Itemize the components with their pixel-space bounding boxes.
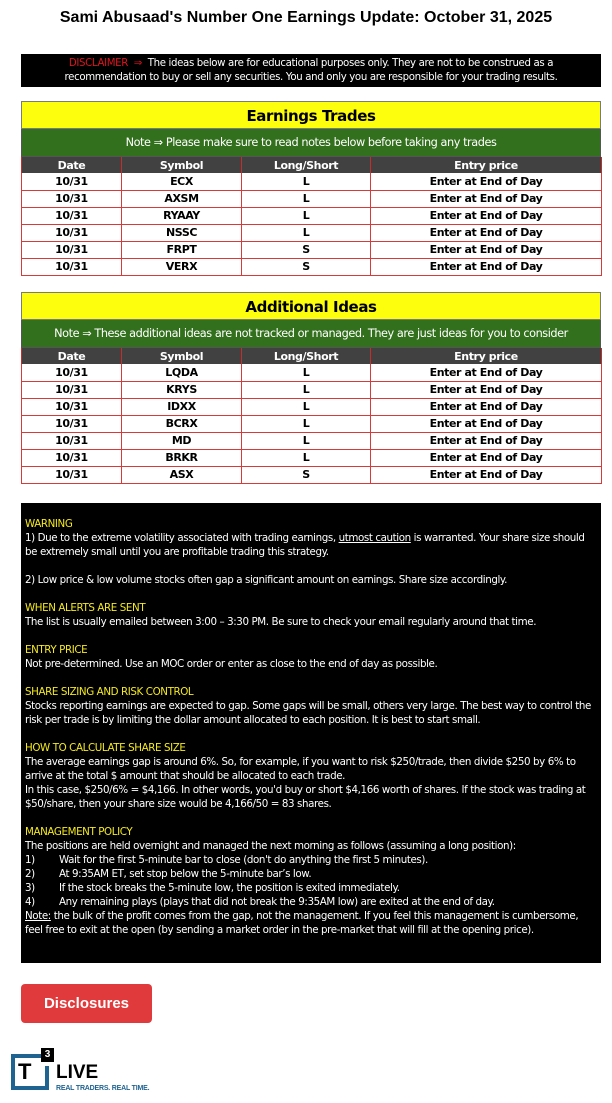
col-symbol: Symbol [122, 157, 242, 173]
table-row [22, 190, 602, 207]
col-symbol: Symbol [122, 348, 242, 364]
cell-entry: Enter at End of Day [371, 224, 602, 241]
step-text: Wait for the first 5-minute bar to close (don't do anything the first 5 minutes). [59, 854, 428, 866]
warning-text: 1) Due to the extreme volatility associated with trading earnings, [25, 532, 339, 544]
col-date: Date [22, 157, 122, 173]
management-step [25, 853, 598, 867]
logo-frame-right [45, 1066, 49, 1090]
cell-direction: S [242, 258, 371, 275]
cell-date: 10/31 [22, 364, 122, 381]
cell-symbol: ECX [122, 173, 242, 190]
cell-entry: Enter at End of Day [371, 381, 602, 398]
management-step [25, 881, 598, 895]
step-text: Any remaining plays (plays that did not break the 9:35AM low) are exited at the end of day. [59, 896, 495, 908]
cell-date: 10/31 [22, 466, 122, 483]
table-row [22, 173, 602, 190]
warning-heading: WARNING [25, 518, 73, 530]
cell-direction: L [242, 190, 371, 207]
table-row [22, 364, 602, 381]
cell-direction: L [242, 224, 371, 241]
cell-entry: Enter at End of Day [371, 398, 602, 415]
cell-symbol: BRKR [122, 449, 242, 466]
table-row [22, 466, 602, 483]
table-row [22, 207, 602, 224]
logo-superscript: 3 [41, 1048, 54, 1062]
cell-symbol: AXSM [122, 190, 242, 207]
cell-entry: Enter at End of Day [371, 207, 602, 224]
cell-date: 10/31 [22, 258, 122, 275]
col-date: Date [22, 348, 122, 364]
earnings-trades-title: Earnings Trades [21, 101, 601, 129]
disclaimer-banner [21, 54, 601, 87]
step-number: 2) [25, 868, 35, 880]
cell-entry: Enter at End of Day [371, 415, 602, 432]
cell-entry: Enter at End of Day [371, 173, 602, 190]
cell-entry: Enter at End of Day [371, 466, 602, 483]
cell-direction: L [242, 398, 371, 415]
table-row [22, 432, 602, 449]
cell-date: 10/31 [22, 381, 122, 398]
cell-symbol: NSSC [122, 224, 242, 241]
logo-name: LIVE [56, 1062, 99, 1083]
arrow-icon: ⇒ [133, 58, 142, 69]
warning-text: is warranted. Your share size should be extremely small until you are profitable trading this strategy. [25, 532, 585, 558]
calc-text-2: In this case, $250/6% = $4,166. In other words, you'd buy or short $4,166 worth of shares. If the stock was trading at $50/share, then your share size would be 4,166/50 = 83 shares. [25, 784, 586, 810]
logo-tagline: REAL TRADERS. REAL TIME. [56, 1085, 150, 1092]
cell-symbol: RYAAY [122, 207, 242, 224]
cell-symbol: BCRX [122, 415, 242, 432]
step-number: 1) [25, 854, 35, 866]
cell-entry: Enter at End of Day [371, 258, 602, 275]
table-row [22, 258, 602, 275]
management-heading: MANAGEMENT POLICY [25, 826, 133, 838]
table-row [22, 381, 602, 398]
additional-ideas-table [21, 348, 602, 484]
cell-date: 10/31 [22, 241, 122, 258]
table-row [22, 415, 602, 432]
additional-ideas-section [21, 292, 601, 484]
cell-symbol: MD [122, 432, 242, 449]
col-entry-price: Entry price [371, 157, 602, 173]
management-note [25, 909, 598, 937]
table-row [22, 398, 602, 415]
page-title: Sami Abusaad's Number One Earnings Update: October 31, 2025 [59, 9, 553, 26]
cell-entry: Enter at End of Day [371, 241, 602, 258]
cell-direction: L [242, 381, 371, 398]
cell-entry: Enter at End of Day [371, 432, 602, 449]
cell-symbol: VERX [122, 258, 242, 275]
entry-text: Not pre-determined. Use an MOC order or enter as close to the end of day as possible. [25, 658, 438, 670]
disclaimer-line-2: recommendation to buy or sell any securities. You and only you are responsible for your trading results. [64, 72, 558, 83]
trading-notes-panel [21, 503, 601, 963]
step-text: If the stock breaks the 5-minute low, the position is exited immediately. [59, 882, 400, 894]
cell-date: 10/31 [22, 398, 122, 415]
step-text: At 9:35AM ET, set stop below the 5-minute bar’s low. [59, 868, 312, 880]
note-text: the bulk of the profit comes from the gap, not the management. If you feel this management is cumbersome, feel free to exit at the open (by sending a market order in the pre-market that will fill at the opening price). [25, 910, 579, 936]
cell-entry: Enter at End of Day [371, 190, 602, 207]
entry-heading: ENTRY PRICE [25, 644, 88, 656]
earnings-trades-section [21, 101, 601, 276]
note-label: Note: [25, 910, 51, 922]
cell-date: 10/31 [22, 224, 122, 241]
step-number: 4) [25, 896, 35, 908]
alerts-text: The list is usually emailed between 3:00 – 3:30 PM. Be sure to check your email regularly around that time. [25, 616, 537, 628]
table-row [22, 224, 602, 241]
cell-symbol: KRYS [122, 381, 242, 398]
col-long-short: Long/Short [242, 348, 371, 364]
step-number: 3) [25, 882, 35, 894]
t3-live-logo[interactable] [11, 1048, 161, 1098]
warning-point-1 [25, 531, 598, 559]
cell-symbol: ASX [122, 466, 242, 483]
management-step [25, 867, 598, 881]
earnings-trades-table [21, 157, 602, 276]
warning-point-2: 2) Low price & low volume stocks often gap a significant amount on earnings. Share size accordingly. [25, 574, 508, 586]
table-header-row [22, 157, 602, 173]
disclaimer-line-1: The ideas below are for educational purposes only. They are not to be construed as a [147, 58, 554, 69]
additional-ideas-note: Note ⇒ These additional ideas are not tracked or managed. They are just ideas for you to consider [21, 320, 601, 348]
cell-symbol: LQDA [122, 364, 242, 381]
cell-entry: Enter at End of Day [371, 449, 602, 466]
cell-date: 10/31 [22, 415, 122, 432]
table-row [22, 241, 602, 258]
cell-direction: L [242, 432, 371, 449]
cell-date: 10/31 [22, 432, 122, 449]
cell-date: 10/31 [22, 190, 122, 207]
logo-letter: T [18, 1059, 32, 1084]
disclaimer-label: DISCLAIMER [68, 58, 128, 69]
table-row [22, 449, 602, 466]
cell-date: 10/31 [22, 207, 122, 224]
sizing-text: Stocks reporting earnings are expected to gap. Some gaps will be small, others very large. The best way to control the risk per trade is by limiting the dollar amount allocated to each position. It is best to start small. [25, 700, 591, 726]
warning-emphasis: utmost caution [338, 532, 411, 544]
cell-symbol: IDXX [122, 398, 242, 415]
management-intro: The positions are held overnight and managed the next morning as follows (assuming a long position): [25, 840, 516, 852]
table-header-row [22, 348, 602, 364]
cell-symbol: FRPT [122, 241, 242, 258]
cell-date: 10/31 [22, 173, 122, 190]
cell-direction: S [242, 241, 371, 258]
calc-text-1: The average earnings gap is around 6%. So, for example, if you want to risk $250/trade, then divide $250 by 6% to arrive at the total $ amount that should be allocated to each trade. [25, 756, 576, 782]
sizing-heading: SHARE SIZING AND RISK CONTROL [25, 686, 194, 698]
cell-direction: L [242, 173, 371, 190]
cell-direction: L [242, 415, 371, 432]
col-long-short: Long/Short [242, 157, 371, 173]
calc-heading: HOW TO CALCULATE SHARE SIZE [25, 742, 186, 754]
earnings-trades-note: Note ⇒ Please make sure to read notes below before taking any trades [21, 129, 601, 157]
col-entry-price: Entry price [371, 348, 602, 364]
cell-direction: L [242, 207, 371, 224]
alerts-heading: WHEN ALERTS ARE SENT [25, 602, 146, 614]
additional-ideas-title: Additional Ideas [21, 292, 601, 320]
cell-date: 10/31 [22, 449, 122, 466]
disclosures-button[interactable]: Disclosures [21, 984, 152, 1023]
cell-direction: S [242, 466, 371, 483]
cell-direction: L [242, 449, 371, 466]
cell-entry: Enter at End of Day [371, 364, 602, 381]
cell-direction: L [242, 364, 371, 381]
management-step [25, 895, 598, 909]
